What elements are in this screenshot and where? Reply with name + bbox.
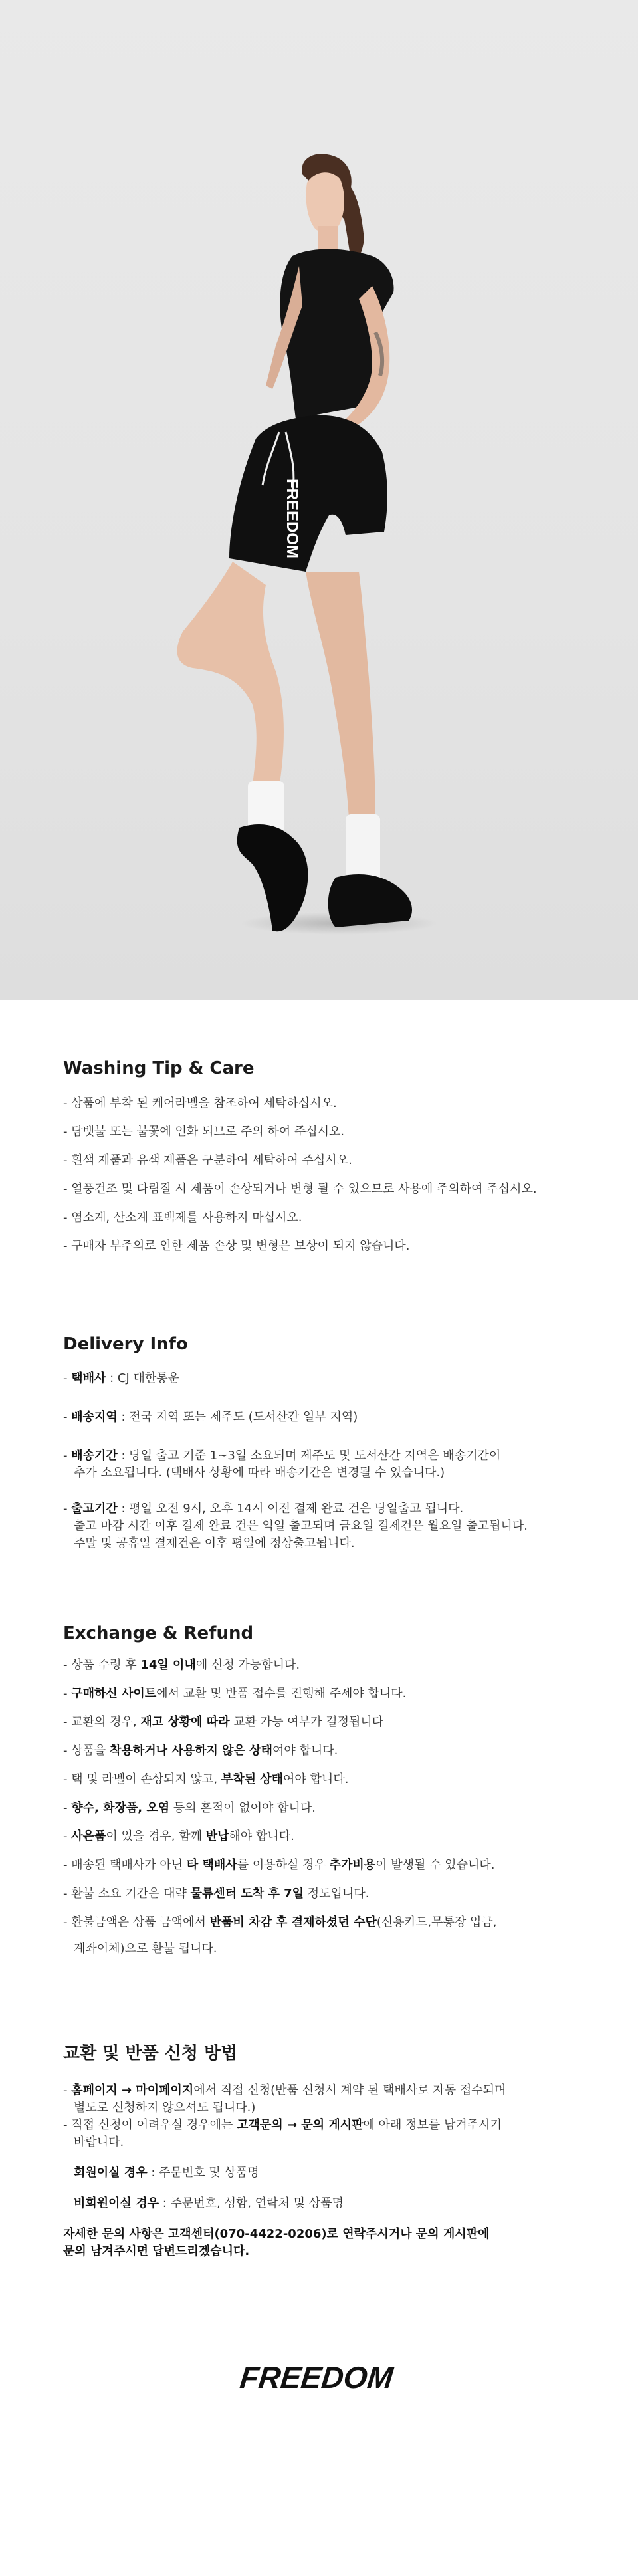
exchange-item: - 상품 수령 후 14일 이내에 신청 가능합니다. [63,1658,300,1672]
period-value: : 당일 출고 기준 1~3일 소요되며 제주도 및 도서산간 지역은 배송기간이 [117,1449,501,1463]
exchange-list [63,1657,595,1958]
svg-text:FREEDOM: FREEDOM [238,2360,395,2395]
exchange-item: - 환불금액은 상품 금액에서 반품비 차감 후 결제하셨던 수단(신용카드,무통장 입금, [63,1915,497,1929]
washing-title: Washing Tip & Care [63,1058,255,1078]
delivery-ship-note: 출고 마감 시간 이후 결제 완료 건은 익일 출고되며 금요일 결제건은 월요일 출고됩니다. [74,1519,528,1533]
howto-item: - 직접 신청이 어려우실 경우에는 고객문의 → 문의 게시판에 아래 정보를 남겨주시기 [63,2118,502,2132]
exchange-item: - 배송된 택배사가 아닌 타 택배사를 이용하실 경우 추가비용이 발생될 수 있습니다. [63,1858,495,1872]
howto-list [63,2082,595,2260]
shorts-print: FREEDOM [283,479,301,558]
delivery-period: - 배송기간 : 당일 출고 기준 1~3일 소요되며 제주도 및 도서산간 지역은 배송기간이 [63,1449,501,1463]
courier-label: 택배사 [71,1371,106,1385]
washing-item: - 상품에 부착 된 케어라벨을 참조하여 세탁하십시오. [63,1096,337,1110]
washing-section [63,1057,595,1255]
washing-item: - 담뱃불 또는 불꽃에 인화 되므로 주의 하여 주십시오. [63,1125,345,1139]
period-label: 배송기간 [71,1449,118,1463]
howto-section [63,2042,595,2260]
model-figure [0,0,638,1000]
howto-contact: 문의 남겨주시면 답변드리겠습니다. [63,2244,250,2258]
howto-member: 회원이실 경우 : 주문번호 및 상품명 [74,2166,259,2180]
washing-item: - 염소계, 산소계 표백제를 사용하지 마십시오. [63,1211,302,1225]
delivery-period-note: 추가 소요됩니다. (택배사 상황에 따라 배송기간은 변경될 수 있습니다.) [74,1466,445,1480]
exchange-item: - 환불 소요 기간은 대략 물류센터 도착 후 7일 정도입니다. [63,1887,370,1901]
delivery-title: Delivery Info [63,1334,188,1354]
howto-title: 교환 및 반품 신청 방법 [63,2044,238,2063]
hero-photo [0,0,638,1000]
exchange-item: - 향수, 화장품, 오염 등의 흔적이 없어야 합니다. [63,1801,316,1815]
delivery-section [63,1333,595,1552]
washing-item: - 열풍건조 및 다림질 시 제품이 손상되거나 변형 될 수 있으므로 사용에 주의하여 주십시오. [63,1182,537,1196]
howto-contact: 자세한 문의 사항은 고객센터(070-4422-0206)로 연락주시거나 문의 게시판에 [63,2227,490,2241]
delivery-courier: - 택배사 : CJ 대한통운 [63,1371,180,1385]
exchange-item: - 택 및 라벨이 손상되지 않고, 부착된 상태여야 합니다. [63,1772,349,1786]
courier-value: : CJ 대한통운 [106,1371,180,1385]
delivery-list [63,1370,595,1552]
delivery-ship-note: 주말 및 공휴일 결제건은 이후 평일에 정상출고됩니다. [74,1536,355,1550]
howto-item: - 홈페이지 → 마이페이지에서 직접 신청(반품 신청시 계약 된 택배사로 자동 접수되며 [63,2083,506,2097]
area-value: : 전국 지역 또는 제주도 (도서산간 일부 지역) [117,1410,358,1424]
exchange-item: - 교환의 경우, 재고 상황에 따라 교환 가능 여부가 결정됩니다 [63,1715,384,1729]
delivery-area: - 배송지역 : 전국 지역 또는 제주도 (도서산간 일부 지역) [63,1410,358,1424]
exchange-section [63,1622,595,1958]
ship-label: 출고기간 [71,1502,118,1516]
exchange-item: - 상품을 착용하거나 사용하지 않은 상태여야 합니다. [63,1744,338,1758]
area-label: 배송지역 [71,1410,118,1424]
washing-item: - 구매자 부주의로 인한 제품 손상 및 변형은 보상이 되지 않습니다. [63,1239,410,1253]
exchange-item: - 사은품이 있을 경우, 함께 반납해야 합니다. [63,1829,294,1843]
howto-item-cont: 바랍니다. [74,2135,124,2149]
washing-item: - 흰색 제품과 유색 제품은 구분하여 세탁하여 주십시오. [63,1153,352,1167]
washing-list [63,1095,595,1255]
freedom-logo [238,2353,395,2400]
ship-value: : 평일 오전 9시, 오후 14시 이전 결제 완료 건은 당일출고 됩니다. [117,1502,464,1516]
delivery-ship: - 출고기간 : 평일 오전 9시, 오후 14시 이전 결제 완료 건은 당일출고 됩니다. [63,1502,464,1516]
howto-item-cont: 별도로 신청하지 않으셔도 됩니다.) [74,2101,256,2115]
exchange-title: Exchange & Refund [63,1623,254,1643]
exchange-item-cont: 계좌이체)으로 환불 됩니다. [74,1942,217,1956]
howto-guest: 비회원이실 경우 : 주문번호, 성함, 연락처 및 상품명 [74,2196,344,2210]
exchange-item: - 구매하신 사이트에서 교환 및 반품 접수를 진행해 주세야 합니다. [63,1687,407,1700]
